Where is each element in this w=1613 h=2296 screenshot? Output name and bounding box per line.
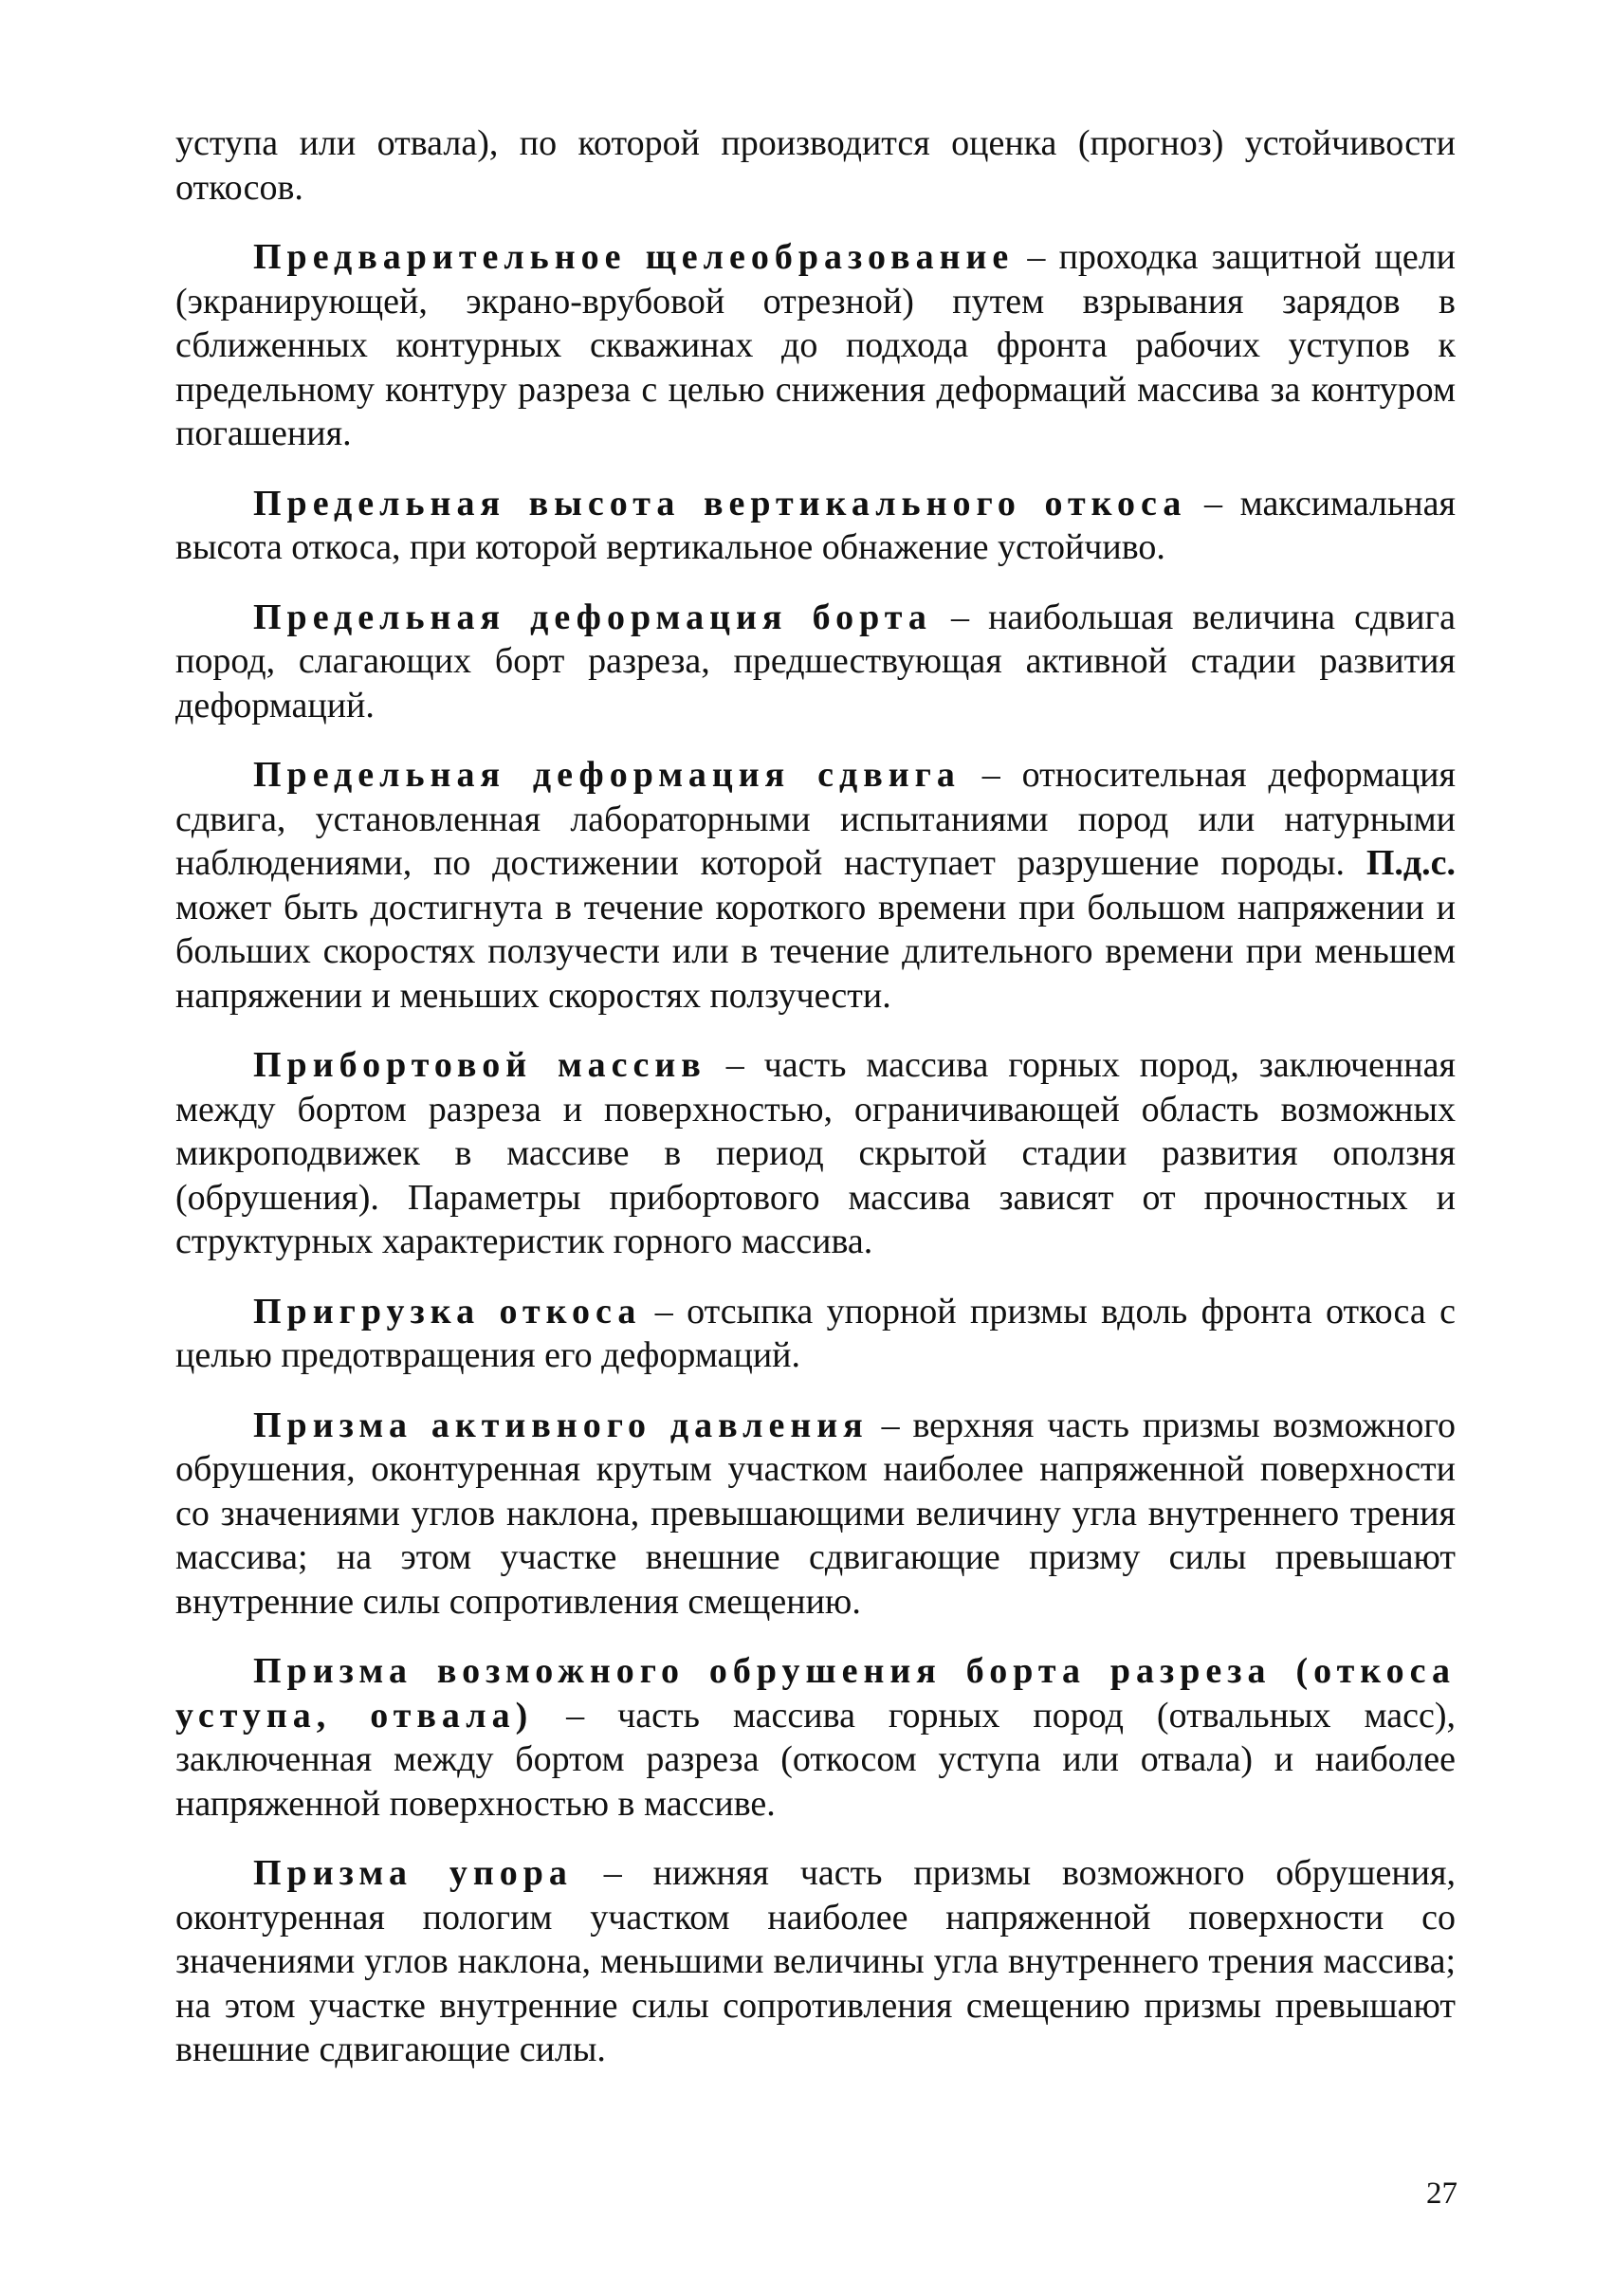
entry-term: Предельная высота вертикального откоса [253, 483, 1187, 523]
glossary-entry [175, 1290, 1456, 1378]
entry-term: Предельная деформация сдвига [253, 755, 961, 795]
entry-definition: – проходка защитной щели (экранирующей, экрано-врубовой отрезной) путем взрывания зарядов в сближенных контурных скважинах до подхода фронта рабочих уступов к предельному контуру разреза с целью снижения деформаций массива за контуром погашения. [175, 237, 1456, 453]
entry-definition-tail: может быть достигнута в течение короткого времени при большом напряжении и больших скоростях ползучести или в течение длительного времени при меньшем напряжении и меньших скоростях ползучести. [175, 887, 1456, 1016]
entry-definition: – нижняя часть призмы возможного обрушения, оконтуренная пологим участком наиболее напряженной поверхности со значениями углов наклона, меньшими величины угла внутреннего трения массива; на этом участке внутренние силы сопротивления смещению призмы превышают внешние сдвигающие силы. [175, 1853, 1456, 2069]
page-number: 27 [1426, 2177, 1457, 2211]
continuation-text: уступа или отвала), по которой производится оценка (прогноз) устойчивости откосов. [175, 123, 1456, 208]
entry-definition: – часть массива горных пород, заключенная между бортом разреза и поверхностью, ограничивающей область возможных микроподвижек в массиве в период скрытой стадии развития оползня (обрушения). Параметры прибортового массива зависят от прочностных и структурных характеристик горного массива. [175, 1045, 1456, 1261]
page-content [175, 121, 1456, 2098]
entry-term: Прибортовой массив [253, 1045, 706, 1085]
entry-term: Предварительное щелеобразование [253, 237, 1015, 277]
glossary-entry [175, 1404, 1456, 1625]
glossary-entry [175, 1043, 1456, 1264]
entry-term: Пригрузка откоса [253, 1291, 642, 1332]
glossary-entry [175, 753, 1456, 1018]
glossary-entry [175, 235, 1456, 456]
entry-term: Призма возможного обрушения борта разреза (откоса уступа, отвала) [175, 1651, 1456, 1736]
entry-definition: – относительная деформация сдвига, установленная лабораторными испытаниями пород или натурными наблюдениями, по достижении которой наступает разрушение породы. [175, 755, 1456, 883]
entry-definition: – отсыпка упорной призмы вдоль фронта откоса с целью предотвращения его деформаций. [175, 1291, 1457, 1375]
entry-term: Призма упора [253, 1853, 573, 1893]
entry-definition: – верхняя часть призмы возможного обрушения, оконтуренная крутым участком наиболее напряженной поверхности со значениями углов наклона, превышающими величину угла внутреннего трения массива; на этом участке внешние сдвигающие призму силы превышают внутренние силы сопротивления смещению. [175, 1405, 1456, 1622]
entry-term: Предельная деформация борта [253, 597, 932, 637]
glossary-entry [175, 596, 1456, 728]
glossary-entry [175, 1649, 1456, 1826]
entry-definition: – часть массива горных пород (отвальных масс), заключенная между бортом разреза (откосом уступа или отвала) и наиболее напряженной поверхностью в массиве. [175, 1695, 1456, 1824]
entry-definition: – наибольшая величина сдвига пород, слагающих борт разреза, предшествующая активной стадии развития деформаций. [175, 597, 1456, 726]
continuation-paragraph [175, 121, 1456, 210]
entry-abbreviation: П.д.с. [1366, 843, 1456, 883]
entry-definition: – максимальная высота откоса, при которой вертикальное обнажение устойчиво. [175, 483, 1456, 567]
entry-term: Призма активного давления [253, 1405, 869, 1445]
glossary-entry [175, 482, 1456, 570]
glossary-entry [175, 1851, 1456, 2072]
